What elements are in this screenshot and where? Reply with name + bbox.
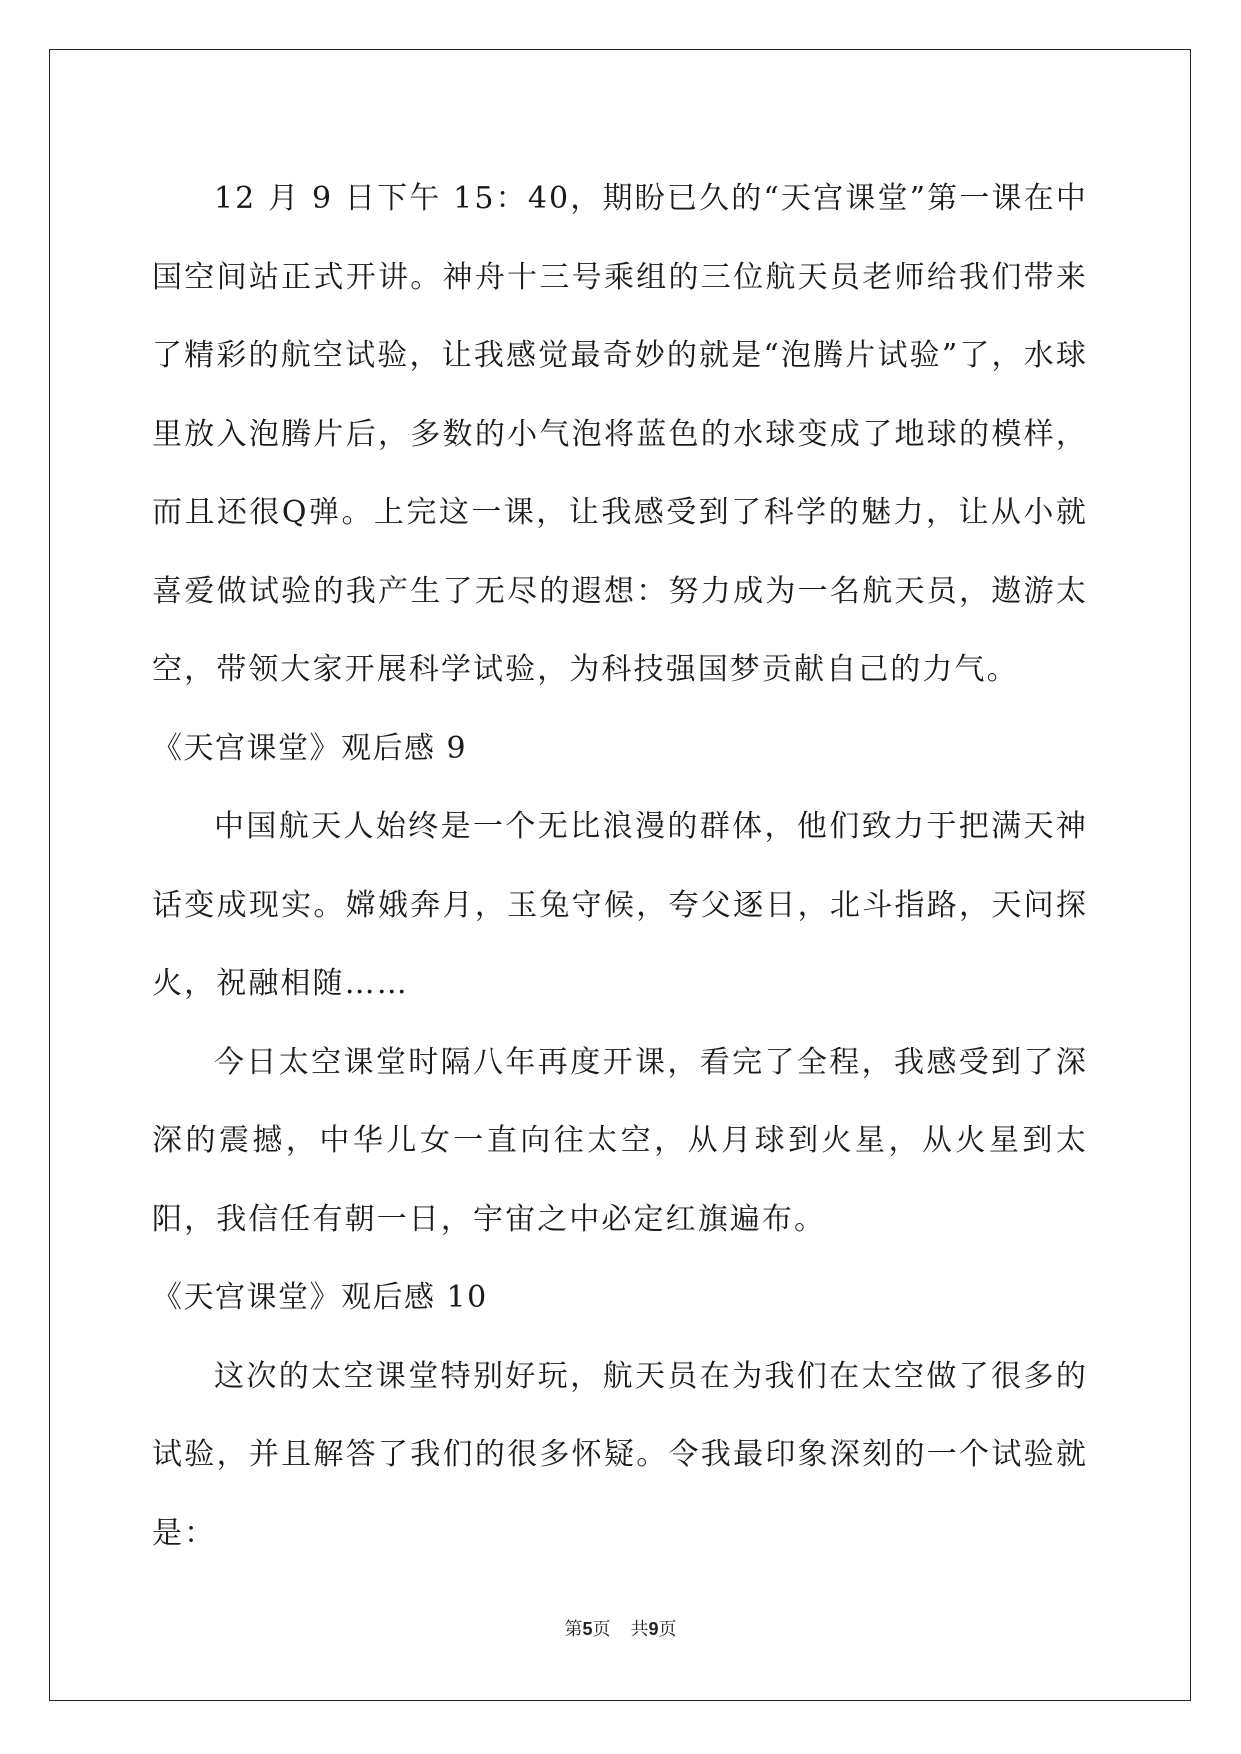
footer-page-number: 5 (582, 1619, 593, 1639)
paragraph-experiment: 这次的太空课堂特别好玩，航天员在为我们在太空做了很多的试验，并且解答了我们的很多怀疑。令我最印象深刻的一个试验就是： (152, 1358, 1088, 1551)
footer-total-prefix: 共 (630, 1619, 649, 1640)
paragraph-space-class-intro: 12 月 9 日下午 15：40，期盼已久的“天宫课堂”第一课在中国空间站正式开讲。神舟十三号乘组的三位航天员老师给我们带来了精彩的航空试验，让我感觉最奇妙的就是“泡腾片试验”了，水球里放入泡腾片后，多数的小气泡将蓝色的水球变成了地球的模样，而且还很Q弹。上完这一课，让我感受到了科学的魅力，让从小就喜爱做试验的我产生了无尽的遐想：努力成为一名航天员，遨游太空，带领大家开展科学试验，为科技强国梦贡献自己的力气。 (152, 181, 1088, 687)
footer-total-pages: 9 (648, 1619, 659, 1639)
footer-page-prefix: 第 (564, 1619, 583, 1640)
footer-total-suffix: 页 (658, 1619, 677, 1640)
paragraph-space-class-reflection: 今日太空课堂时隔八年再度开课，看完了全程，我感受到了深深的震撼，中华儿女一直向往太空，从月球到火星，从火星到太阳，我信任有朝一日，宇宙之中必定红旗遍布。 (152, 1044, 1088, 1237)
page-footer (0, 1615, 1241, 1641)
paragraph-chinese-astronauts: 中国航天人始终是一个无比浪漫的群体，他们致力于把满天神话变成现实。嫦娥奔月，玉兔守候，夸父逐日，北斗指路，天问探火，祝融相随…… (152, 809, 1088, 1001)
section-heading-10: 《天宫课堂》观后感 10 (152, 1280, 488, 1315)
document-body (152, 160, 1088, 1573)
footer-page-suffix: 页 (592, 1619, 611, 1640)
section-heading-9: 《天宫课堂》观后感 9 (152, 730, 468, 766)
